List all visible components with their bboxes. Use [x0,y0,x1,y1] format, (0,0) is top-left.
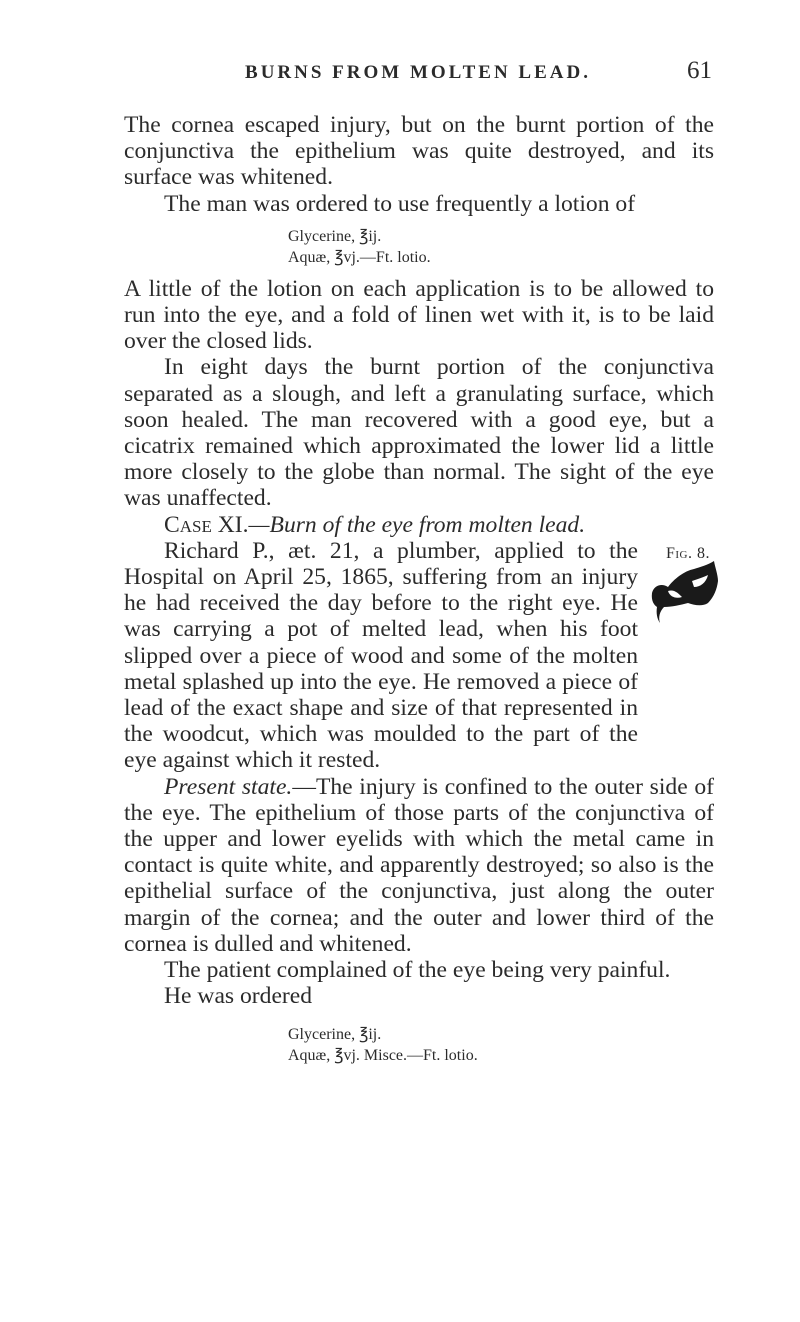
paragraph [124,774,714,957]
prescription-line: Aquæ, ℥vj. Misce.—Ft. lotio. [288,1046,478,1064]
case-title: —Burn of the eye from molten lead. [248,511,586,538]
figure-label: Fig. 8. [666,545,711,562]
prescription-line: Glycerine, ℥ij. [288,1025,382,1043]
prescription-line: Aquæ, ℥vj.—Ft. lotio. [288,248,431,266]
case-number: Case XI. [164,511,249,538]
page-number: 61 [687,57,712,84]
paragraph: The man was ordered to use frequently a lotion of [164,190,636,217]
prescription-line: Glycerine, ℥ij. [288,227,382,245]
prescription [288,226,714,268]
section-lead: Present state. [164,773,293,800]
paragraph-text: —The injury is confined to the outer side of the eye. The epithelium of those parts of the conjunctiva of the upper and lower eyelids with which the metal came in contact is quite white, and apparently destroyed; so also is the epithelial surface of the conjunctiva, just along the outer margin of the cornea; and the outer and lower third of the cornea is dulled and whitened. [124,773,714,957]
running-title: BURNS FROM MOLTEN LEAD. [245,62,591,83]
case-heading [124,512,714,538]
running-head [124,57,712,90]
prescription [288,1024,714,1066]
paragraph: A little of the lotion on each application is to be allowed to run into the eye, and a fold of linen wet with it, is to be laid over the closed lids. [124,275,714,355]
paragraph: In eight days the burnt portion of the conjunctiva separated as a slough, and left a granulating surface, which soon healed. The man recovered with a good eye, but a cicatrix remained which approximated the lower lid a little more closely to the globe than normal. The sight of the eye was unaffected. [124,354,714,512]
paragraph: He was ordered [164,983,313,1010]
paragraph: The cornea escaped injury, but on the burnt portion of the conjunctiva the epithelium was quite destroyed, and its surface was whitened. [124,112,714,191]
paragraph: The patient complained of the eye being very painful. [164,957,671,984]
body-text [124,112,714,1074]
paragraph: Richard P., æt. 21, a plumber, applied to the Hospital on April 25, 1865, suffering from an injury he had received the day before to the right eye. He was carrying a pot of melted lead, when his foot slipped over a piece of wood and some of the molten metal splashed up into the eye. He removed a piece of lead of the exact shape and size of that represented in the woodcut, which was moulded to the part of the eye against which it rested. [124,537,638,774]
